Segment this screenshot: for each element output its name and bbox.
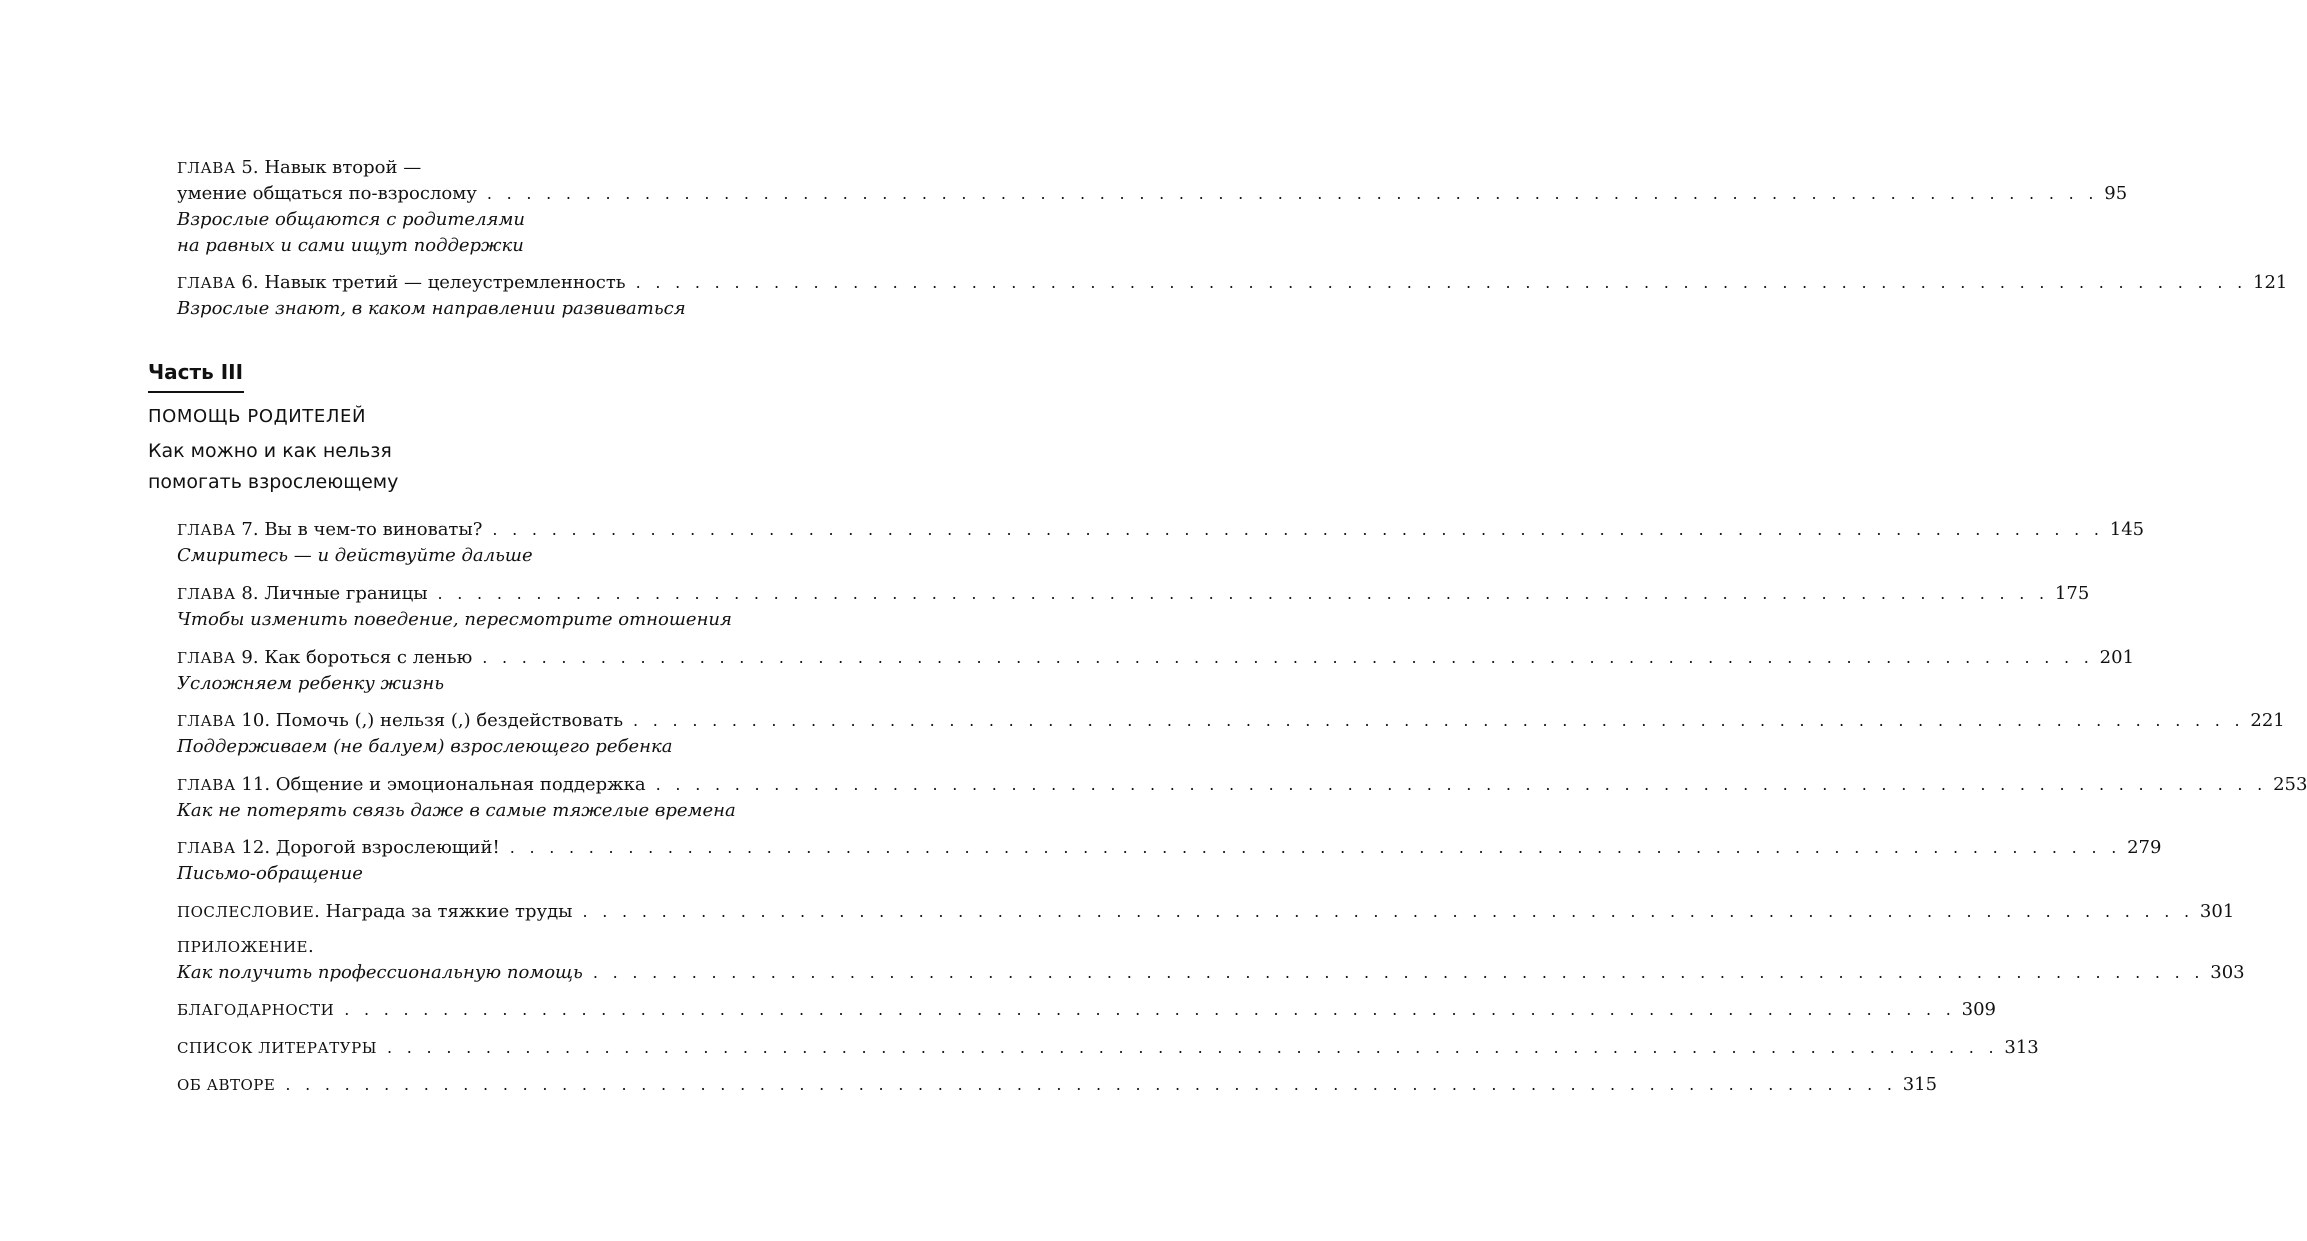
part-name: ПОМОЩЬ РОДИТЕЛЕЙ [148,406,367,427]
leader-dots: . . . . . . . . . . . . . . . . . . . . . . . . . . . . . . . . . . . . . . . . . . . . . . . . . . . . . . . . . . . . . . . . . . . . . . . . . . . . . . . . . . [492,520,2104,539]
chapter-keyword: ГЛАВА [177,159,236,177]
chapter-subtitle: Поддерживаем (не балуем) взрослеющего ребенка [177,736,673,757]
toc-entry-acknowledgements[interactable] [177,997,1996,1023]
chapter-subtitle: Письмо-обращение [177,863,363,884]
chapter-title: 8. Личные границы [235,583,428,604]
chapter-title: 10. Помочь (,) нельзя (,) бездействовать [235,710,623,731]
chapter-title: 7. Вы в чем-то виноваты? [235,519,483,540]
page-number: 315 [1902,1074,1938,1095]
leader-dots: . . . . . . . . . . . . . . . . . . . . . . . . . . . . . . . . . . . . . . . . . . . . . . . . . . . . . . . . . . . . . . . . . . . . . . . . . . . . . . . . . . [344,1000,1956,1019]
toc-entry-chapter-12[interactable] [177,835,2162,887]
chapter-heading-line [177,645,2135,671]
chapter-subtitle: Взрослые знают, в каком направлении развиваться [177,298,686,319]
chapter-keyword: ГЛАВА [177,521,236,539]
toc-entry-chapter-8[interactable] [177,581,2090,633]
section-title: Как получить профессиональную помощь [177,962,583,983]
chapter-5-heading-line1 [177,155,755,181]
chapter-keyword: ГЛАВА [177,839,236,857]
chapter-subtitle: Усложняем ребенку жизнь [177,673,445,694]
chapter-subtitle: на равных и сами ищут поддержки [177,235,524,256]
part-description-line1: Как можно и как нельзя [148,440,392,462]
appendix-heading-line2 [177,960,2245,986]
section-keyword: СПИСОК ЛИТЕРАТУРЫ [177,1039,377,1057]
leader-dots: . . . . . . . . . . . . . . . . . . . . . . . . . . . . . . . . . . . . . . . . . . . . . . . . . . . . . . . . . . . . . . . . . . . . . . . . . . . . . . . . . . [509,838,2122,857]
afterword-heading-line [177,899,2235,925]
chapter-title: 12. Дорогой взрослеющий! [235,837,500,858]
toc-entry-chapter-5[interactable] [177,155,2128,259]
page-number: 313 [2004,1037,2039,1058]
toc-entry-afterword[interactable] [177,899,2235,925]
page-number: 253 [2273,774,2307,795]
chapter-title-continued: умение общаться по-взрослому [177,183,477,204]
section-keyword: ПОСЛЕСЛОВИЕ [177,903,315,921]
leader-dots: . . . . . . . . . . . . . . . . . . . . . . . . . . . . . . . . . . . . . . . . . . . . . . . . . . . . . . . . . . . . . . . . . . . . . . . . . . . . . . . . . . [482,648,2094,667]
chapter-title: 9. Как бороться с ленью [235,647,473,668]
chapter-title: 5. Навык второй — [235,157,422,178]
part-description-line2: помогать взрослеющему [148,471,399,493]
section-keyword: ПРИЛОЖЕНИЕ [177,938,308,956]
toc-entry-chapter-11[interactable] [177,772,2307,824]
leader-dots: . . . . . . . . . . . . . . . . . . . . . . . . . . . . . . . . . . . . . . . . . . . . . . . . . . . . . . . . . . . . . . . . . . . . . . . . . . . . . . . . . . [486,184,2099,203]
page-number: 279 [2127,837,2162,858]
page-number: 309 [1961,999,1996,1020]
chapter-keyword: ГЛАВА [177,649,236,667]
chapter-subtitle: Смиритесь — и действуйте дальше [177,545,533,566]
appendix-heading-line1 [177,934,755,960]
chapter-title: 11. Общение и эмоциональная поддержка [235,774,646,795]
chapter-subtitle: Как не потерять связь даже в самые тяжелые времена [177,800,736,821]
toc-entry-about-author[interactable] [177,1072,1938,1098]
leader-dots: . . . . . . . . . . . . . . . . . . . . . . . . . . . . . . . . . . . . . . . . . . . . . . . . . . . . . . . . . . . . . . . . . . . . . . . . . . . . . . . . . . [635,273,2247,292]
toc-entry-chapter-7[interactable] [177,517,2145,569]
page-number: 201 [2099,647,2135,668]
chapter-heading-line [177,270,2288,296]
toc-entry-chapter-10[interactable] [177,708,2285,760]
page-number: 175 [2054,583,2090,604]
section-keyword: ОБ АВТОРЕ [177,1076,276,1094]
bibliography-line [177,1035,2039,1061]
chapter-title: 6. Навык третий — целеустремленность [235,272,626,293]
section-keyword-suffix: . [307,936,314,957]
leader-dots: . . . . . . . . . . . . . . . . . . . . . . . . . . . . . . . . . . . . . . . . . . . . . . . . . . . . . . . . . . . . . . . . . . . . . . . . . . . . . . . . . . [655,775,2268,794]
chapter-heading-line [177,772,2307,798]
chapter-keyword: ГЛАВА [177,274,236,292]
part-title-underline [148,391,244,393]
section-keyword: БЛАГОДАРНОСТИ [177,1001,335,1019]
chapter-heading-line [177,708,2285,734]
toc-entry-chapter-9[interactable] [177,645,2135,697]
chapter-subtitle: Взрослые общаются с родителями [177,209,525,230]
toc-entry-bibliography[interactable] [177,1035,2039,1061]
leader-dots: . . . . . . . . . . . . . . . . . . . . . . . . . . . . . . . . . . . . . . . . . . . . . . . . . . . . . . . . . . . . . . . . . . . . . . . . . . . . . . . . . . [592,963,2205,982]
leader-dots: . . . . . . . . . . . . . . . . . . . . . . . . . . . . . . . . . . . . . . . . . . . . . . . . . . . . . . . . . . . . . . . . . . . . . . . . . . . . . . . . . . [437,584,2049,603]
page-number: 301 [2199,901,2235,922]
chapter-heading-line [177,517,2145,543]
about-author-line [177,1072,1938,1098]
leader-dots: . . . . . . . . . . . . . . . . . . . . . . . . . . . . . . . . . . . . . . . . . . . . . . . . . . . . . . . . . . . . . . . . . . . . . . . . . . . . . . . . . . [633,711,2245,730]
part-title: Часть III [148,360,244,384]
page-number: 221 [2250,710,2285,731]
acknowledgements-line [177,997,1996,1023]
chapter-heading-line [177,581,2090,607]
toc-entry-chapter-6[interactable] [177,270,2288,322]
chapter-subtitle: Чтобы изменить поведение, пересмотрите отношения [177,609,732,630]
chapter-heading-line [177,835,2162,861]
part-description [148,436,398,498]
chapter-keyword: ГЛАВА [177,712,236,730]
page-number: 145 [2109,519,2145,540]
section-title: . Награда за тяжкие труды [314,901,573,922]
leader-dots: . . . . . . . . . . . . . . . . . . . . . . . . . . . . . . . . . . . . . . . . . . . . . . . . . . . . . . . . . . . . . . . . . . . . . . . . . . . . . . . . . . [387,1038,1999,1057]
leader-dots: . . . . . . . . . . . . . . . . . . . . . . . . . . . . . . . . . . . . . . . . . . . . . . . . . . . . . . . . . . . . . . . . . . . . . . . . . . . . . . . . . . [285,1075,1897,1094]
chapter-keyword: ГЛАВА [177,585,236,603]
page-number: 303 [2210,962,2245,983]
toc-entry-appendix[interactable] [177,934,2245,986]
page-number: 121 [2253,272,2288,293]
chapter-keyword: ГЛАВА [177,776,236,794]
leader-dots: . . . . . . . . . . . . . . . . . . . . . . . . . . . . . . . . . . . . . . . . . . . . . . . . . . . . . . . . . . . . . . . . . . . . . . . . . . . . . . . . . . [582,902,2194,921]
chapter-5-heading-line2 [177,181,2128,207]
page-number: 95 [2104,183,2128,204]
